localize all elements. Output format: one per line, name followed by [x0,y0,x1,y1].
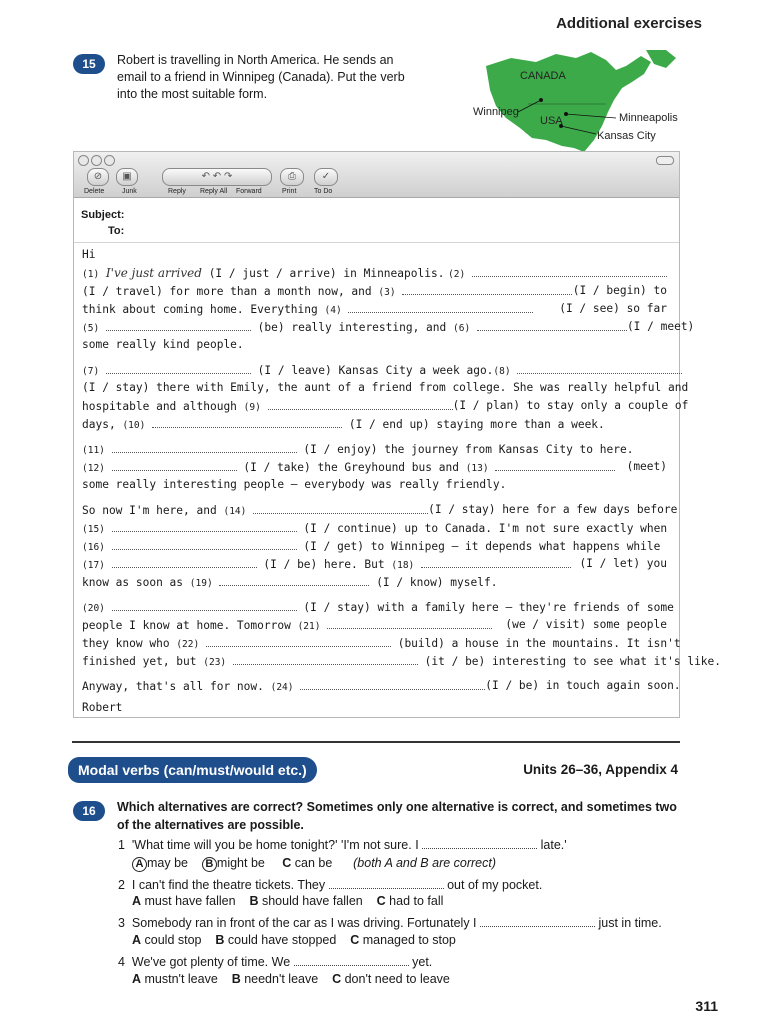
delete-icon[interactable]: ⊘ [87,168,109,186]
email-line: (20) (I / stay) with a family here – they're friends of some [82,601,674,614]
map-graphic [466,48,706,158]
email-line: (I / travel) for more than a month now, and (3) (I / begin) to [82,284,667,298]
email-line: know as soon as (19) (I / know) myself. [82,576,498,589]
page-header: Additional exercises [556,15,702,32]
email-window [73,151,722,718]
map-label-winnipeg: Winnipeg [473,106,519,118]
north-america-map [466,48,706,158]
page-number: 311 [695,998,718,1014]
email-line: people I know at home. Tomorrow (21) (we / visit) some people [82,618,667,632]
exercise-instructions: Robert is travelling in North America. He sends an email to a friend in Winnipeg (Canada). Put the verb into the most suitable form. [117,53,405,101]
window-minimize-icon[interactable] [91,155,102,166]
toolbar-forward-label[interactable]: Forward [236,188,262,195]
email-line: (1) I've just arrived (I / just / arrive) in Minneapolis. (2) [82,266,667,280]
email-toolbar [74,152,679,198]
window-close-icon[interactable] [78,155,89,166]
section-title: Modal verbs (can/must/would etc.) [68,757,317,783]
question-item: 2 I can't find the theatre tickets. They out of my pocket. [118,878,543,892]
toolbar-toggle-icon[interactable] [656,156,674,165]
toolbar-print-label[interactable]: Print [282,188,297,195]
reply-group-button[interactable]: ↶ ↶ ↷ [162,168,272,186]
print-icon[interactable]: ⎙ [280,168,304,186]
email-signature: Robert [82,701,123,714]
email-line: (12) (I / take) the Greyhound bus and (13) (meet) [82,460,667,474]
question-options: A mustn't leave B needn't leave C don't need to leave [132,972,450,986]
exercise-number-badge: 15 [73,54,105,74]
exercise-number-badge: 16 [73,801,105,821]
question-options: A may be B might be C can be (both A and B are correct) [132,856,496,872]
question-item: 1 'What time will you be home tonight?' 'I'm not sure. I late.' [118,838,567,852]
map-label-usa: USA [540,115,563,127]
greeting: Hi [82,248,96,261]
email-line: finished yet, but (23) (it / be) interesting to see what it's like. [82,655,722,668]
question-item: 4 We've got plenty of time. We yet. [118,955,433,969]
question-options: A must have fallen B should have fallen C had to fall [132,894,444,908]
email-line: (I / stay) there with Emily, the aunt of a friend from college. She was really helpful and [82,381,689,394]
email-line: they know who (22) (build) a house in the mountains. It isn't [82,637,681,650]
section-reference: Units 26–36, Appendix 4 [523,762,678,777]
header-divider [74,242,679,243]
email-line: (15) (I / continue) up to Canada. I'm not sure exactly when [82,522,668,535]
circled-answer-b: B [202,857,217,872]
junk-icon[interactable]: ▣ [116,168,138,186]
question-options: A could stop B could have stopped C managed to stop [132,933,456,947]
section-divider [72,741,680,743]
todo-icon[interactable]: ✓ [314,168,338,186]
question-item: 3 Somebody ran in front of the car as I was driving. Fortunately I just in time. [118,916,662,930]
example-answer: I've just arrived [105,266,202,280]
email-line: Anyway, that's all for now. (24) (I / be) in touch again soon. [82,679,681,693]
email-line: hospitable and although (9) (I / plan) to stay only a couple of [82,399,689,413]
toolbar-junk-label[interactable]: Junk [122,188,137,195]
toolbar-reply-all-label[interactable]: Reply All [200,188,228,195]
answer-note: (both A and B are correct) [353,856,497,870]
email-line: So now I'm here, and (14) (I / stay) here for a few days before [82,503,678,517]
exercise-instructions: Which alternatives are correct? Sometimes only one alternative is correct, and sometimes two of the alternatives are possible. [117,800,677,832]
email-line: (17) (I / be) here. But (18) (I / let) you [82,557,667,571]
email-line: some really interesting people – everybody was really friendly. [82,478,507,491]
toolbar-todo-label[interactable]: To Do [314,188,333,195]
email-line: think about coming home. Everything (4) (I / see) so far [82,302,667,316]
map-label-canada: CANADA [520,70,566,82]
email-line: (5) (be) really interesting, and (6) (I / meet) [82,320,695,334]
email-line: days, (10) (I / end up) staying more than a week. [82,418,605,431]
email-line: some really kind people. [82,338,244,351]
map-label-minneapolis: Minneapolis [619,112,678,124]
toolbar-reply-label[interactable]: Reply [168,188,186,195]
map-label-kansas-city: Kansas City [597,130,656,142]
toolbar-delete-label[interactable]: Delete [84,188,105,195]
email-line: (16) (I / get) to Winnipeg – it depends what happens while [82,540,661,553]
window-zoom-icon[interactable] [104,155,115,166]
email-line: (11) (I / enjoy) the journey from Kansas City to here. [82,443,634,456]
to-label: To: [108,225,125,237]
subject-label: Subject: [81,209,125,221]
email-line: (7) (I / leave) Kansas City a week ago. (8) [82,363,667,377]
circled-answer-a: A [132,857,147,872]
